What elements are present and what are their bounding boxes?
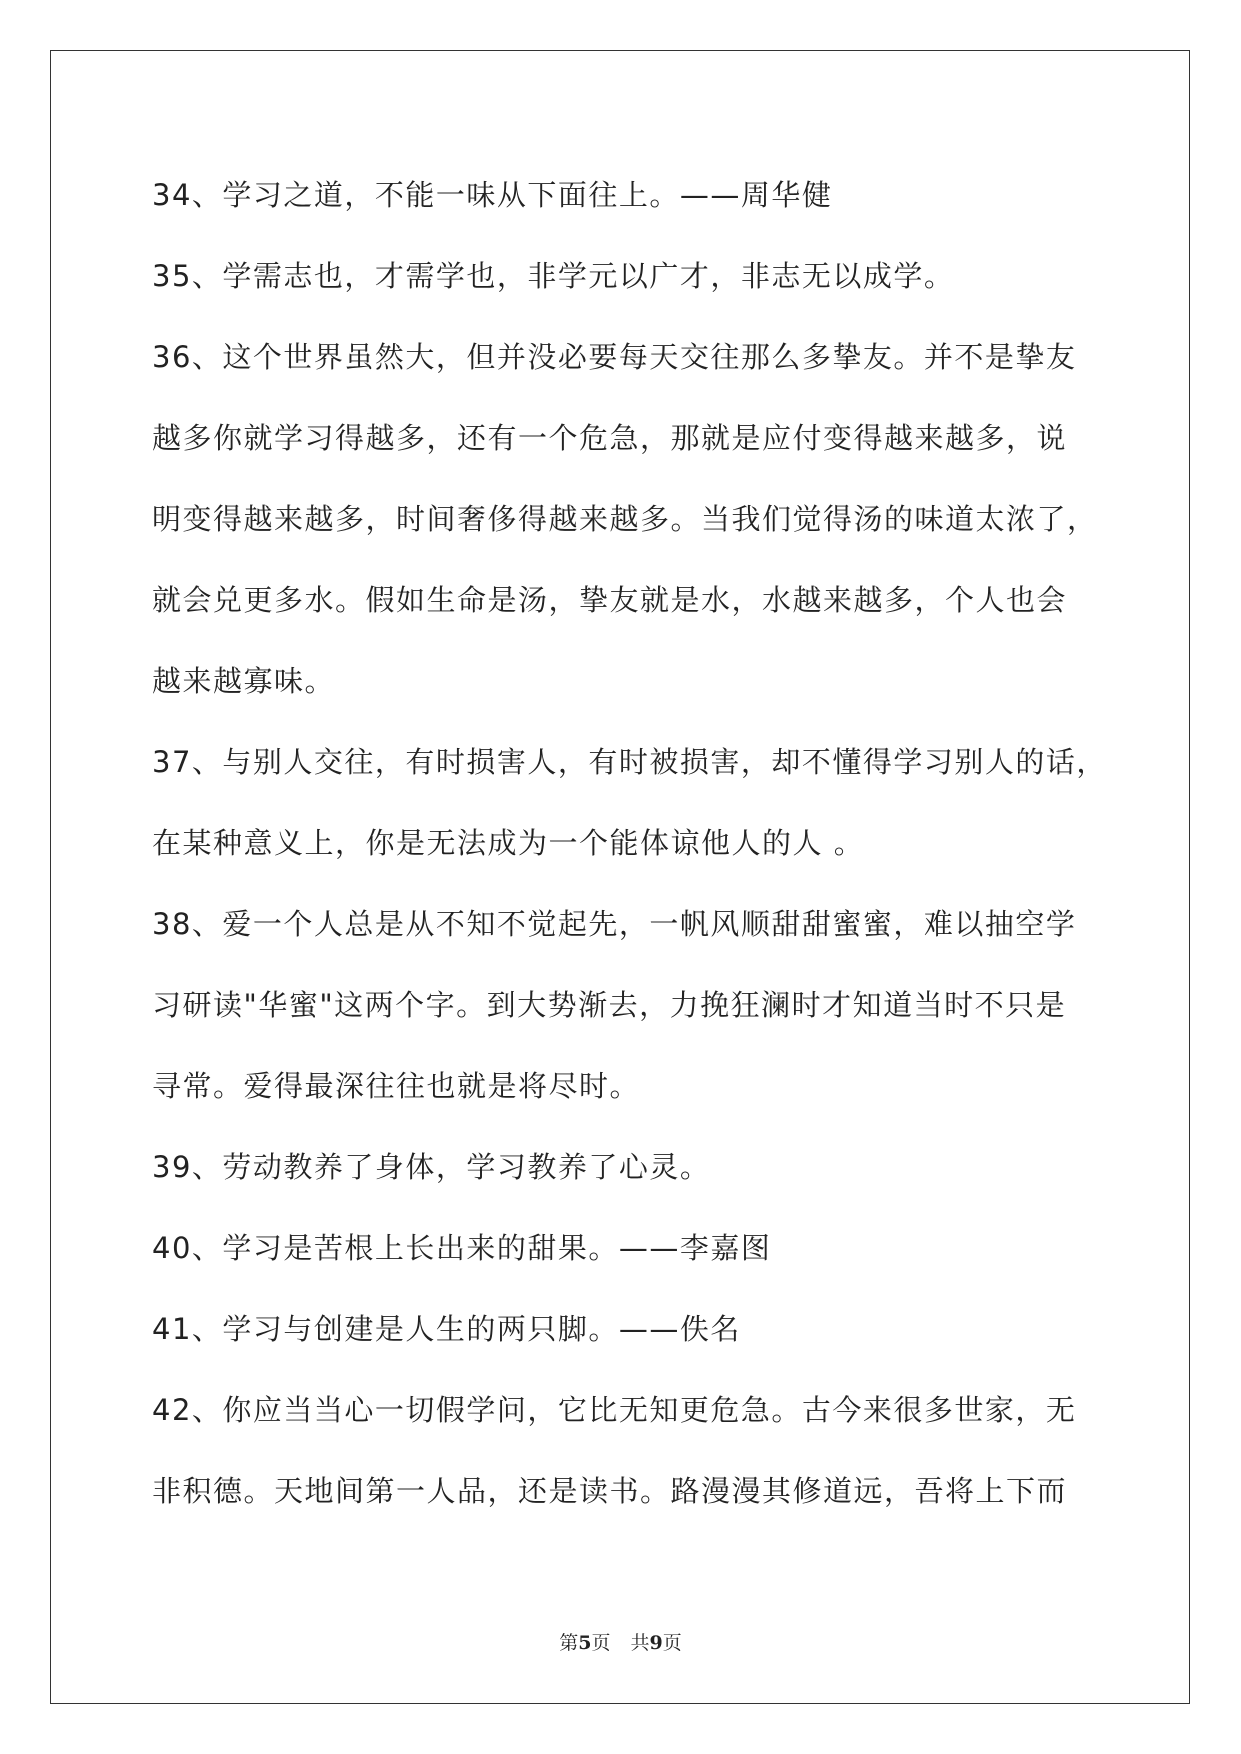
page-suffix: 页 [591, 1632, 611, 1654]
text-line: 38、爱一个人总是从不知不觉起先，一帆风顺甜甜蜜蜜，难以抽空学 [152, 907, 1077, 941]
page-prefix: 第 [559, 1632, 579, 1654]
text-line: 明变得越来越多，时间奢侈得越来越多。当我们觉得汤的味道太浓了， [152, 502, 1098, 536]
text-line: 42、你应当当心一切假学问，它比无知更危急。古今来很多世家，无 [152, 1393, 1077, 1427]
page-current: 5 [578, 1632, 592, 1654]
text-line: 37、与别人交往，有时损害人，有时被损害，却不懂得学习别人的话， [152, 745, 1107, 779]
text-line: 34、学习之道，不能一味从下面往上。——周华健 [152, 178, 833, 212]
text-line: 36、这个世界虽然大，但并没必要每天交往那么多挚友。并不是挚友 [152, 340, 1077, 374]
page-footer [0, 1628, 1241, 1655]
total-suffix: 页 [662, 1632, 682, 1654]
document-body [152, 155, 1112, 1532]
text-line: 35、学需志也，才需学也，非学元以广才，非志无以成学。 [152, 259, 955, 293]
total-prefix: 共 [630, 1632, 650, 1654]
text-line: 寻常。爱得最深往往也就是将尽时。 [152, 1069, 641, 1103]
text-line: 41、学习与创建是人生的两只脚。——佚名 [152, 1312, 741, 1346]
page-total: 9 [649, 1632, 663, 1654]
text-line: 越来越寡味。 [152, 664, 336, 698]
text-line: 就会兑更多水。假如生命是汤，挚友就是水，水越来越多，个人也会 [152, 583, 1068, 617]
text-line: 在某种意义上，你是无法成为一个能体谅他人的人 。 [152, 826, 865, 860]
text-line: 40、学习是苦根上长出来的甜果。——李嘉图 [152, 1231, 772, 1265]
text-line: 39、劳动教养了身体，学习教养了心灵。 [152, 1150, 711, 1184]
text-line: 习研读"华蜜"这两个字。到大势渐去，力挽狂澜时才知道当时不只是 [152, 988, 1067, 1022]
text-line: 非积德。天地间第一人品，还是读书。路漫漫其修道远，吾将上下而 [152, 1474, 1068, 1508]
text-line: 越多你就学习得越多，还有一个危急，那就是应付变得越来越多，说 [152, 421, 1068, 455]
